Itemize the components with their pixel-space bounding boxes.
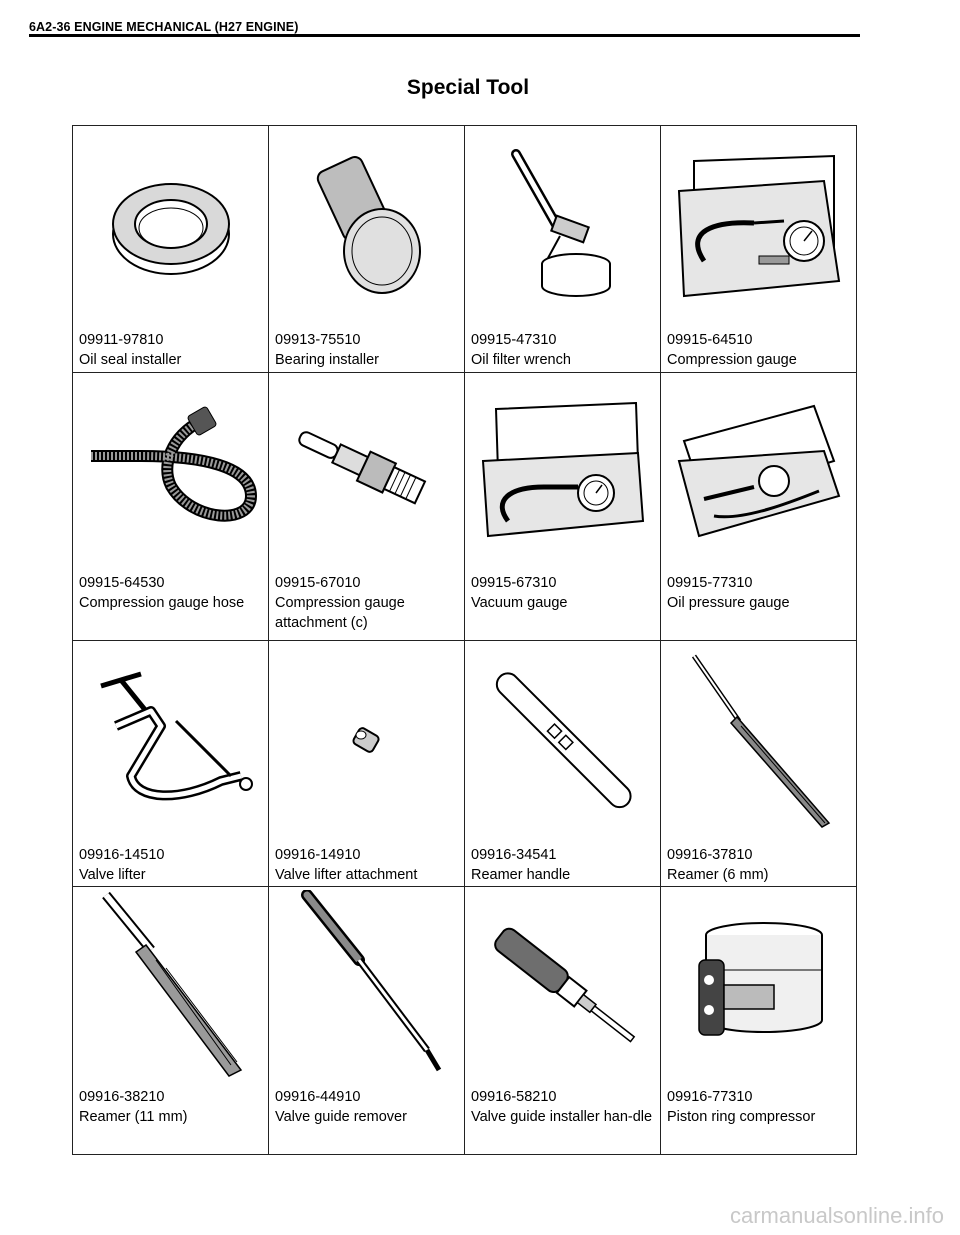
tool-name: Oil pressure gauge <box>667 595 790 611</box>
part-number: 09916-34541 <box>471 847 557 863</box>
part-number: 09916-14910 <box>275 847 361 863</box>
tool-cell <box>269 887 465 1155</box>
oil-pressure-gauge-icon <box>661 373 856 569</box>
tool-name: Reamer handle <box>471 867 571 883</box>
gauge-attachment-icon <box>269 373 464 569</box>
part-number: 09913-75510 <box>275 332 361 348</box>
compression-gauge-hose-icon <box>73 373 268 569</box>
tool-cell <box>465 126 661 373</box>
reamer-handle-icon <box>465 641 660 841</box>
part-number: 09916-37810 <box>667 847 753 863</box>
tool-name: Valve lifter <box>79 867 146 883</box>
watermark: carmanualsonline.info <box>729 1203 944 1228</box>
oil-filter-wrench-icon <box>465 126 660 326</box>
tool-name: Bearing installer <box>275 352 379 368</box>
vacuum-gauge-icon <box>465 373 660 569</box>
part-number: 09916-14510 <box>79 847 165 863</box>
part-number: 09916-44910 <box>275 1089 361 1105</box>
part-number: 09916-77310 <box>667 1089 753 1105</box>
tool-name: Compression gauge <box>667 352 797 368</box>
tool-cell <box>661 126 857 373</box>
part-number: 09916-58210 <box>471 1089 557 1105</box>
header-rule <box>29 34 860 37</box>
tool-cell <box>73 126 269 373</box>
tool-name: Compression gauge attachment (c) <box>275 595 405 631</box>
tool-cell <box>73 373 269 641</box>
part-number: 09911-97810 <box>79 332 164 348</box>
part-number: 09915-77310 <box>667 575 753 591</box>
table-row <box>73 641 857 887</box>
tool-name: Oil filter wrench <box>471 352 571 368</box>
tool-name: Reamer (11 mm) <box>79 1109 188 1125</box>
part-number: 09915-67310 <box>471 575 557 591</box>
tool-cell <box>73 887 269 1155</box>
table-row <box>73 126 857 373</box>
tool-cell <box>73 641 269 887</box>
reamer-6mm-icon <box>661 641 856 841</box>
tool-cell <box>465 887 661 1155</box>
compression-gauge-icon <box>661 126 856 326</box>
tool-name: Valve lifter attachment <box>275 867 418 883</box>
tool-cell <box>661 641 857 887</box>
tool-cell <box>269 641 465 887</box>
tool-cell <box>269 126 465 373</box>
valve-lifter-attachment-icon <box>269 641 464 841</box>
part-number: 09915-64530 <box>79 575 165 591</box>
valve-guide-installer-handle-icon <box>465 887 660 1083</box>
part-number: 09915-67010 <box>275 575 361 591</box>
tool-name: Piston ring compressor <box>667 1109 816 1125</box>
bearing-installer-icon <box>269 126 464 326</box>
part-number: 09916-38210 <box>79 1089 165 1105</box>
table-row <box>73 887 857 1155</box>
oil-seal-installer-icon <box>73 126 268 326</box>
table-row <box>73 373 857 641</box>
tool-cell <box>661 373 857 641</box>
part-number: 09915-64510 <box>667 332 753 348</box>
tool-cell <box>465 641 661 887</box>
piston-ring-compressor-icon <box>661 887 856 1083</box>
tool-name: Valve guide installer han-dle <box>471 1109 653 1125</box>
section-header: 6A2-36 ENGINE MECHANICAL (H27 ENGINE) <box>29 20 299 34</box>
tool-name: Reamer (6 mm) <box>667 867 769 883</box>
special-tool-table <box>72 125 857 1155</box>
part-number: 09915-47310 <box>471 332 557 348</box>
tool-cell <box>661 887 857 1155</box>
tool-name: Vacuum gauge <box>471 595 568 611</box>
tool-name: Valve guide remover <box>275 1109 407 1125</box>
tool-cell <box>269 373 465 641</box>
valve-lifter-icon <box>73 641 268 841</box>
tool-name: Oil seal installer <box>79 352 182 368</box>
page-title: Special Tool <box>406 76 530 99</box>
tool-name: Compression gauge hose <box>79 595 245 611</box>
valve-guide-remover-icon <box>269 887 464 1083</box>
tool-cell <box>465 373 661 641</box>
reamer-11mm-icon <box>73 887 268 1083</box>
